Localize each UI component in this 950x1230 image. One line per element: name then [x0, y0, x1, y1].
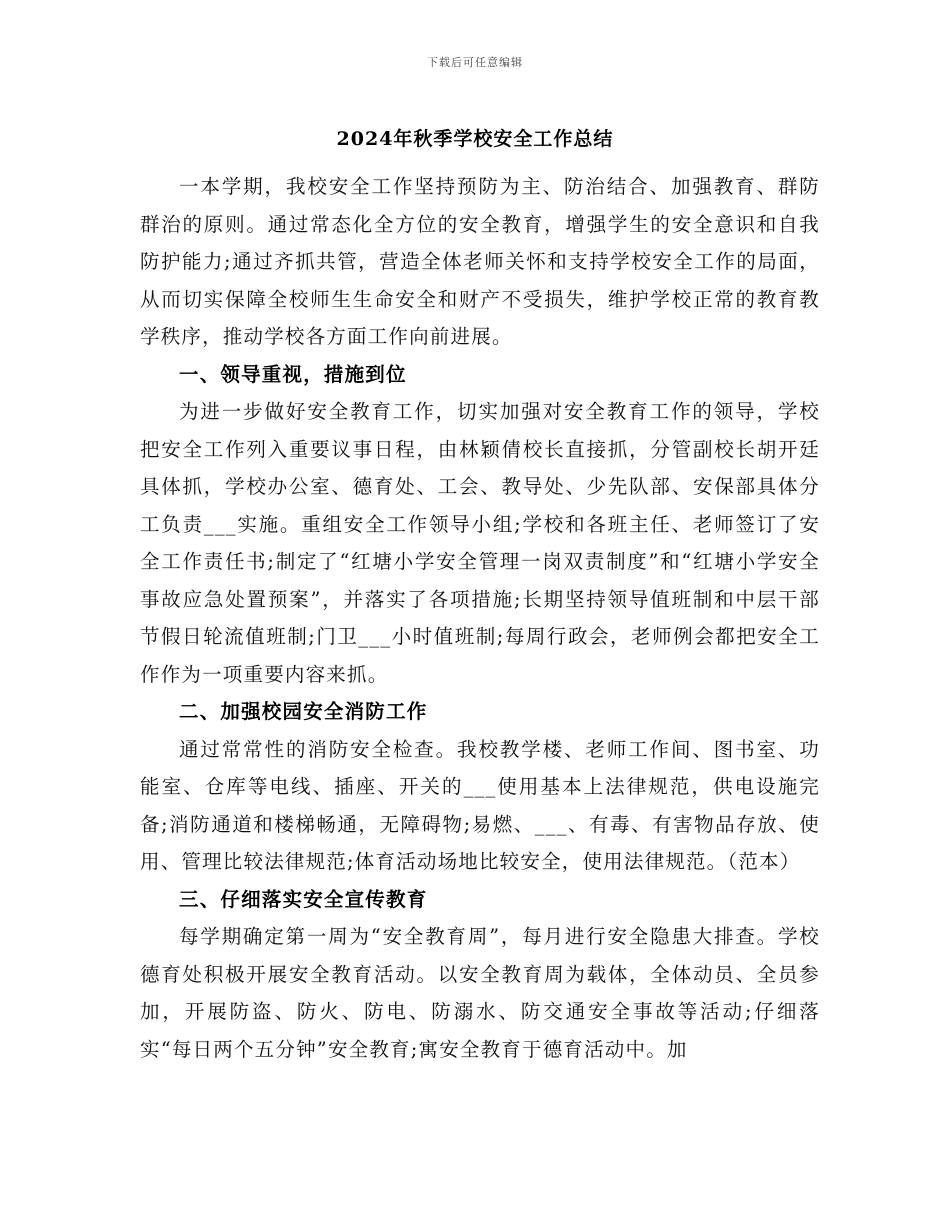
- intro-paragraph: 一本学期，我校安全工作坚持预防为主、防治结合、加强教育、群防群治的原则。通过常态化全方位的安全教育，增强学生的安全意识和自我防护能力;通过齐抓共管，营造全体老师关怀和支持学校安全工作的局面，从而切实保障全校师生生命安全和财产不受损失，维护学校正常的教育教学秩序，推动学校各方面工作向前进展。: [140, 175, 820, 348]
- document-body: [140, 168, 820, 1068]
- document-title: 2024年秋季学校安全工作总结: [336, 128, 614, 150]
- section-paragraph-2: 通过常常性的消防安全检查。我校教学楼、老师工作间、图书室、功能室、仓库等电线、插座、开关的___使用基本上法律规范，供电设施完备;消防通道和楼梯畅通，无障碍物;易燃、___、有毒、有害物品存放、使用、管理比较法律规范;体育活动场地比较安全，使用法律规范。（范本）: [140, 737, 820, 873]
- section-paragraph-1: 为进一步做好安全教育工作，切实加强对安全教育工作的领导，学校把安全工作列入重要议事日程，由林颖倩校长直接抓，分管副校长胡开廷具体抓，学校办公室、德育处、工会、教导处、少先队部、安保部具体分工负责___实施。重组安全工作领导小组;学校和各班主任、老师签订了安全工作责任书;制定了“红塘小学安全管理一岗双责制度”和“红塘小学安全事故应急处置预案”，并落实了各项措施;长期坚持领导值班制和中层干部节假日轮流值班制;门卫___小时值班制;每周行政会，老师例会都把安全工作作为一项重要内容来抓。: [140, 400, 820, 686]
- section-heading-1: 一、领导重视，措施到位: [179, 362, 407, 386]
- section-heading-2: 二、加强校园安全消防工作: [179, 700, 428, 723]
- section-heading-3: 三、仔细落实安全宣传教育: [179, 887, 428, 911]
- section-paragraph-3: 每学期确定第一周为“安全教育周”，每月进行安全隐患大排查。学校德育处积极开展安全教育活动。以安全教育周为载体，全体动员、全员参加，开展防盗、防火、防电、防溺水、防交通安全事故等活动;仔细落实“每日两个五分钟”安全教育;寓安全教育于德育活动中。加: [140, 925, 820, 1061]
- header-note: 下载后可任意编辑: [427, 56, 523, 69]
